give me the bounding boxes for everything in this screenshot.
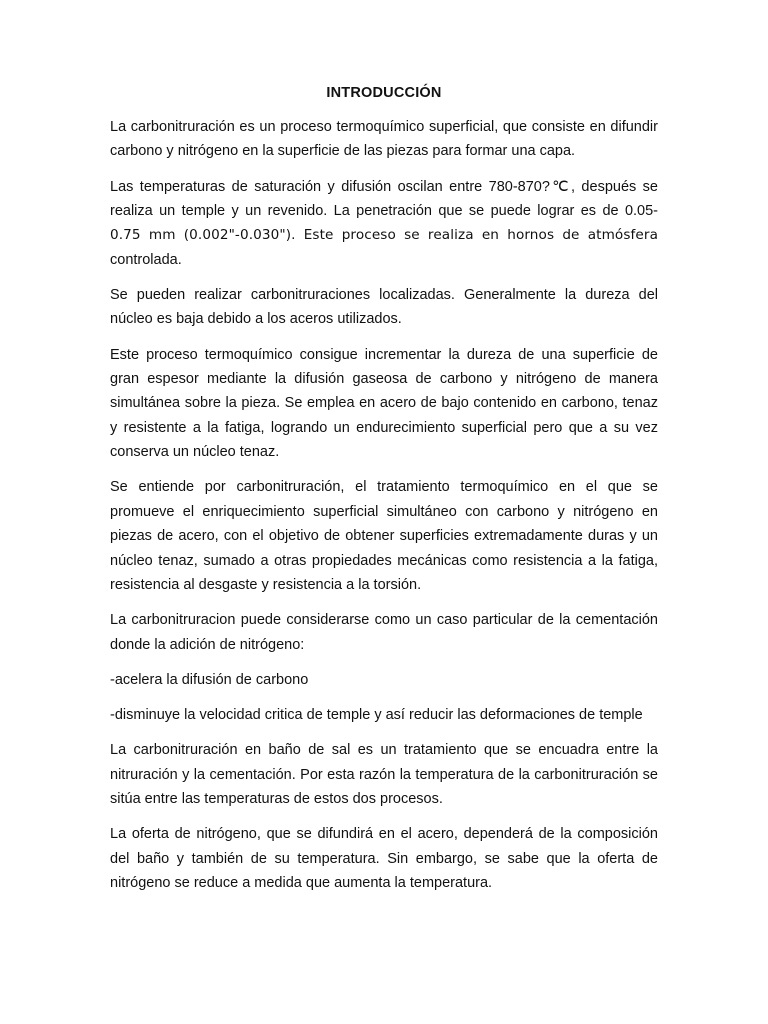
paragraph-2 [110, 175, 658, 273]
paragraph-5: Se entiende por carbonitruración, el tratamiento termoquímico en el que se promueve el enriquecimiento superficial simultáneo con carbono y nitrógeno en piezas de acero, con el objetivo de obtener superficies extremadamente duras y un núcleo tenaz, sumado a otras propiedades mecánicas como resistencia a la fatiga, resistencia al desgaste y resistencia a la torsión. [110, 479, 658, 594]
paragraph-9: La carbonitruración en baño de sal es un tratamiento que se encuadra entre la nitruración y la cementación. Por esta razón la temperatura de la carbonitruración se sitúa entre las temperaturas de estos dos procesos. [110, 742, 658, 808]
list-item-reduces-velocity: -disminuye la velocidad critica de temple y así reducir las deformaciones de temple [110, 707, 643, 724]
page-title: INTRODUCCIÓN [326, 85, 442, 101]
paragraph-1: La carbonitruración es un proceso termoquímico superficial, que consiste en difundir carbono y nitrógeno en la superficie de las piezas para formar una capa. [110, 119, 658, 160]
paragraph-3: Se pueden realizar carbonitruraciones localizadas. Generalmente la dureza del núcleo es baja debido a los aceros utilizados. [110, 287, 658, 328]
paragraph-2-end: controlada. [110, 251, 182, 268]
document-page [110, 81, 658, 906]
paragraph-2-text: Las temperaturas de saturación y difusión oscilan entre 780-870?℃, después se realiza un temple y un revenido. La penetración que se puede lograr es de 0.05- [110, 178, 658, 220]
paragraph-2-measurements: 0.75 mm (0.002"-0.030"). Este proceso se realiza en hornos de atmósfera [110, 227, 658, 244]
paragraph-10: La oferta de nitrógeno, que se difundirá en el acero, dependerá de la composición del baño y también de su temperatura. Sin embargo, se sabe que la oferta de nitrógeno se reduce a medida que aumenta la temperatura. [110, 826, 658, 892]
paragraph-4: Este proceso termoquímico consigue incrementar la dureza de una superficie de gran espesor mediante la difusión gaseosa de carbono y nitrógeno de manera simultánea sobre la pieza. Se emplea en acero de bajo contenido en carbono, tenaz y resistente a la fatiga, logrando un endurecimiento superficial pero que a su vez conserva un núcleo tenaz. [110, 346, 658, 461]
list-item-accelerates: -acelera la difusión de carbono [110, 671, 309, 688]
paragraph-6: La carbonitruracion puede considerarse como un caso particular de la cementación donde la adición de nitrógeno: [110, 612, 658, 653]
